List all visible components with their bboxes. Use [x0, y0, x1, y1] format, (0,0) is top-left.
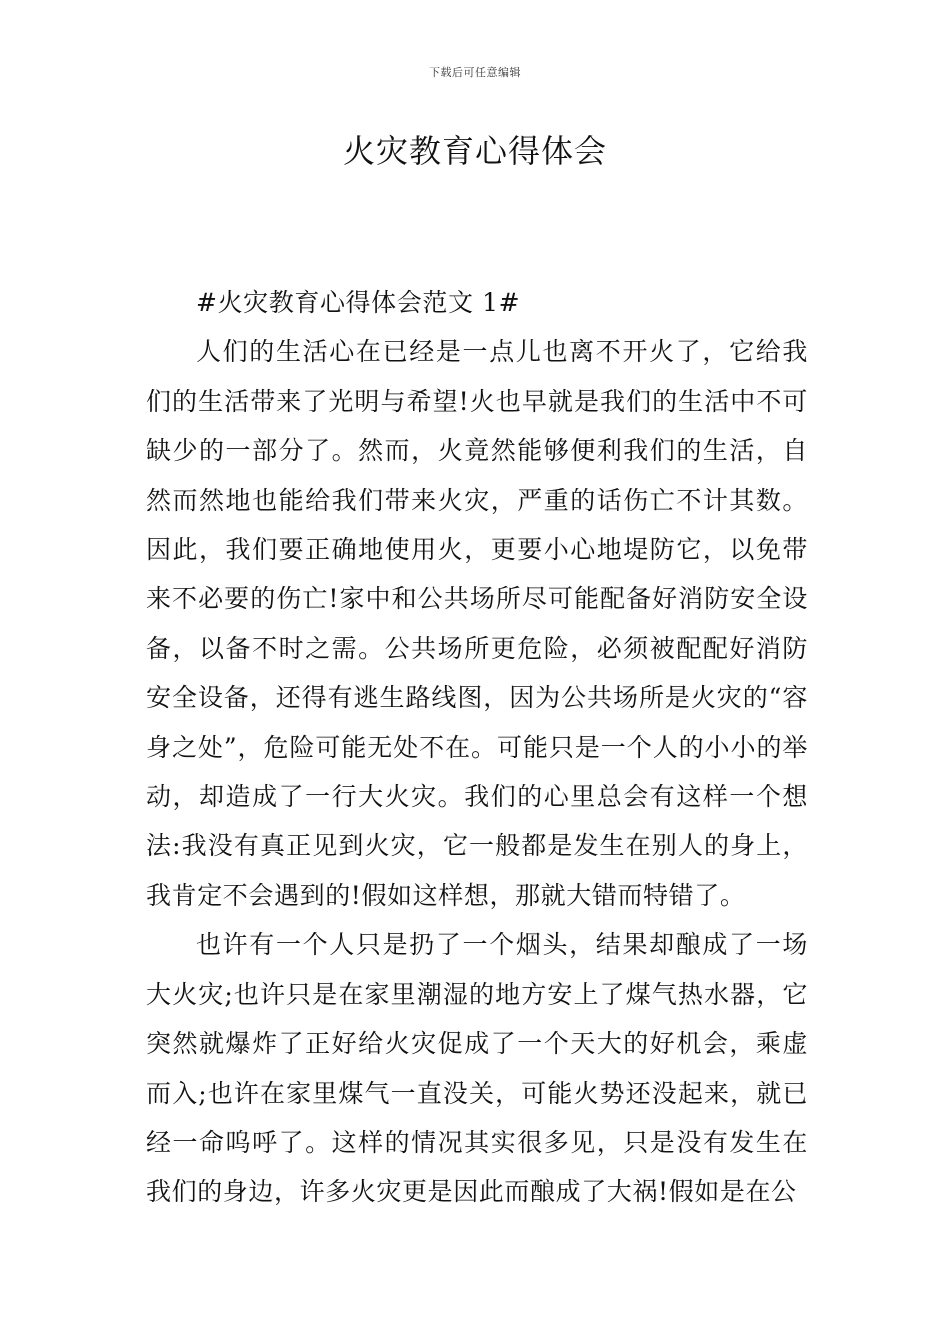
body-paragraph-2: 也许有一个人只是扔了一个烟头，结果却酿成了一场大火灾;也许只是在家里潮湿的地方安上了煤气热水器，它突然就爆炸了正好给火灾促成了一个天大的好机会，乘虚而入;也许在家里煤气一直没关，可能火势还没起来，就已经一命呜呼了。这样的情况其实很多见，只是没有发生在我们的身边，许多火灾更是因此而酿成了大祸!假如是在公: [146, 930, 808, 1207]
section-heading: #火灾教育心得体会范文 1#: [196, 288, 521, 317]
document-title: 火灾教育心得体会: [342, 132, 607, 170]
document-body: [146, 278, 808, 1217]
header-note: 下载后可任意编辑: [429, 66, 521, 79]
body-paragraph-1: 人们的生活心在已经是一点儿也离不开火了，它给我们的生活带来了光明与希望!火也早就是我们的生活中不可缺少的一部分了。然而，火竟然能够便利我们的生活，自然而然地也能给我们带来火灾，严重的话伤亡不计其数。因此，我们要正确地使用火，更要小心地堤防它，以免带来不必要的伤亡!家中和公共场所尽可能配备好消防安全设备，以备不时之需。公共场所更危险，必须被配配好消防安全设备，还得有逃生路线图，因为公共场所是火灾的“容身之处”，危险可能无处不在。可能只是一个人的小小的举动，却造成了一行大火灾。我们的心里总会有这样一个想法:我没有真正见到火灾，它一般都是发生在别人的身上，我肯定不会遇到的!假如这样想，那就大错而特错了。: [146, 337, 808, 910]
